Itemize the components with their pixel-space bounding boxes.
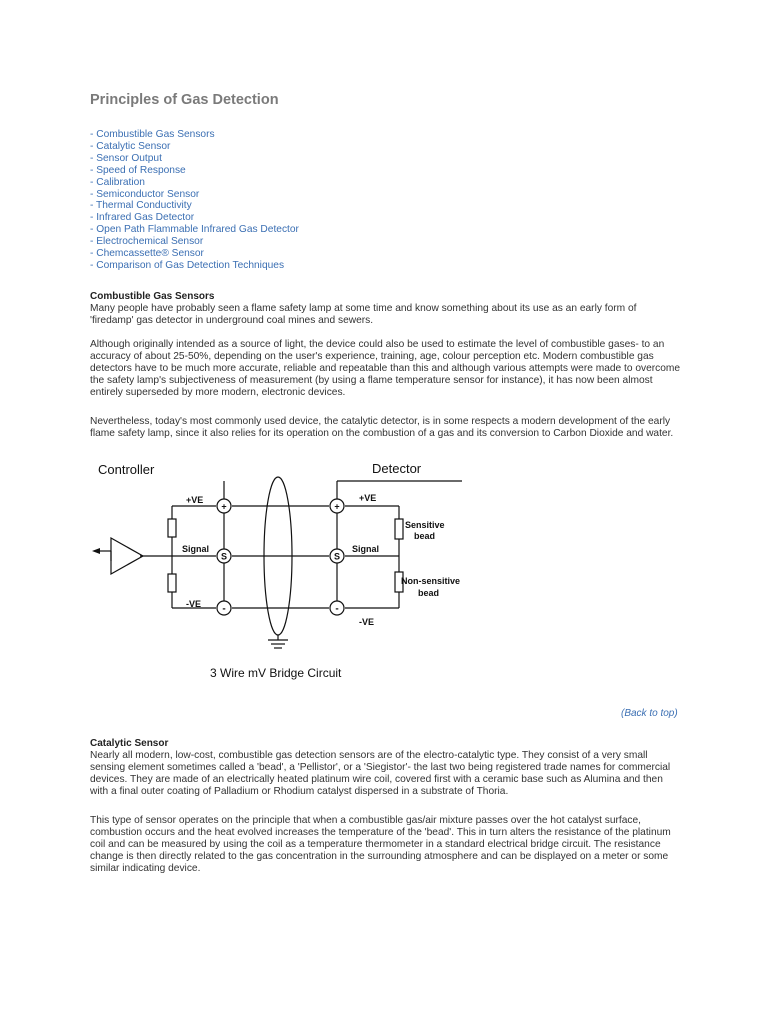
bridge-circuit-diagram <box>90 455 470 685</box>
node-s-left: S <box>220 551 228 562</box>
toc-item[interactable] <box>90 141 299 153</box>
label-nonsensitive-bead: bead <box>418 588 440 598</box>
label-signal-right: Signal <box>352 544 380 554</box>
toc-item[interactable] <box>90 129 299 141</box>
signal-output-arrow <box>92 548 100 554</box>
toc-link-catalytic-sensor[interactable]: - Catalytic Sensor <box>90 140 171 152</box>
toc-item[interactable] <box>90 236 299 248</box>
toc-item[interactable] <box>90 248 299 260</box>
toc-item[interactable] <box>90 189 299 201</box>
label-pve-left: +VE <box>186 495 204 505</box>
node-plus-left: + <box>221 501 227 512</box>
toc-link-chemcassette-sensor[interactable]: - Chemcassette® Sensor <box>90 248 204 260</box>
label-pve-right: +VE <box>359 493 377 503</box>
node-s-right: S <box>333 551 341 562</box>
toc-item[interactable] <box>90 153 299 165</box>
page-title: Principles of Gas Detection <box>90 92 279 108</box>
label-signal-left: Signal <box>182 544 210 554</box>
toc-link-comparison[interactable]: - Comparison of Gas Detection Techniques <box>90 259 285 271</box>
label-detector: Detector <box>372 461 422 476</box>
label-sensitive: Sensitive <box>405 520 445 530</box>
toc-item[interactable] <box>90 165 299 177</box>
back-to-top-link[interactable]: (Back to top) <box>621 708 678 719</box>
toc-link-semiconductor-sensor[interactable]: - Semiconductor Sensor <box>90 188 200 200</box>
toc-item[interactable] <box>90 177 299 189</box>
toc-link-infrared-gas-detector[interactable]: - Infrared Gas Detector <box>90 212 195 224</box>
paragraph-catalytic-type: Nearly all modern, low-cost, combustible gas detection sensors are of the electro-catalytic type. They consist of a very small sensing element sometimes called a 'bead', a 'Pellistor', or a 'Siegistor'- the last two being registered trade names for commercial devices. They are made of an electrically heated platinum wire coil, covered first with a ceramic base such as Alumina and then with a final outer coating of Palladium or Rhodium catalyst dispersed in a substrate of Thoria. <box>90 750 671 797</box>
node-plus-right: + <box>334 501 340 512</box>
node-minus-left: - <box>222 603 226 615</box>
paragraph-catalytic-detector: Nevertheless, today's most commonly used device, the catalytic detector, is in some respects a modern development of the early flame safety lamp, since it also relies for its operation on the combustion of a gas and its conversion to Carbon Dioxide and water. <box>90 416 674 439</box>
paragraph-flame-lamp: Many people have probably seen a flame safety lamp at some time and know something about its use as an early form of 'firedamp' gas detector in underground coal mines and sewers. <box>90 303 637 326</box>
section-heading-combustible: Combustible Gas Sensors <box>90 291 215 302</box>
toc-link-sensor-output[interactable]: - Sensor Output <box>90 152 162 164</box>
paragraph-principle: This type of sensor operates on the principle that when a combustible gas/air mixture passes over the hot catalyst surface, combustion occurs and the heat evolved increases the temperature of the 'bead'. This in turn alters the resistance of the platinum coil and can be measured by using the coil as a temperature thermometer in a standard electrical bridge circuit. The resistance change is then directly related to the gas concentration in the surrounding atmosphere and can be displayed on a meter or some similar indicating device. <box>90 815 671 874</box>
label-sensitive-bead: bead <box>414 531 436 541</box>
node-minus-right: - <box>335 603 339 615</box>
toc-item[interactable] <box>90 212 299 224</box>
toc-link-open-path-infrared[interactable]: - Open Path Flammable Infrared Gas Detector <box>90 224 299 236</box>
table-of-contents <box>90 129 299 272</box>
toc-link-electrochemical-sensor[interactable]: - Electrochemical Sensor <box>90 236 204 248</box>
label-nve-left: -VE <box>186 599 202 609</box>
toc-link-calibration[interactable]: - Calibration <box>90 176 145 188</box>
label-nve-right: -VE <box>359 617 375 627</box>
toc-item[interactable] <box>90 260 299 272</box>
diagram-caption: 3 Wire mV Bridge Circuit <box>210 666 342 680</box>
toc-item[interactable] <box>90 224 299 236</box>
toc-link-thermal-conductivity[interactable]: - Thermal Conductivity <box>90 200 192 212</box>
paragraph-accuracy: Although originally intended as a source of light, the device could also be used to estimate the level of combustible gases- to an accuracy of about 25-50%, depending on the user's experience, training, age, colour perception etc. Modern combustible gas detectors have to be much more accurate, reliable and repeatable than this and although various attempts were made to overcome the safety lamp's subjectiveness of measurement (by using a flame temperature sensor for instance), it has now been almost entirely superseded by more modern, electronic devices. <box>90 339 681 398</box>
section-heading-catalytic: Catalytic Sensor <box>90 738 169 749</box>
label-nonsensitive: Non-sensitive <box>401 576 461 586</box>
toc-link-combustible-gas-sensors[interactable]: - Combustible Gas Sensors <box>90 129 215 140</box>
toc-item[interactable] <box>90 200 299 212</box>
toc-link-speed-of-response[interactable]: - Speed of Response <box>90 164 186 176</box>
label-controller: Controller <box>98 462 155 477</box>
